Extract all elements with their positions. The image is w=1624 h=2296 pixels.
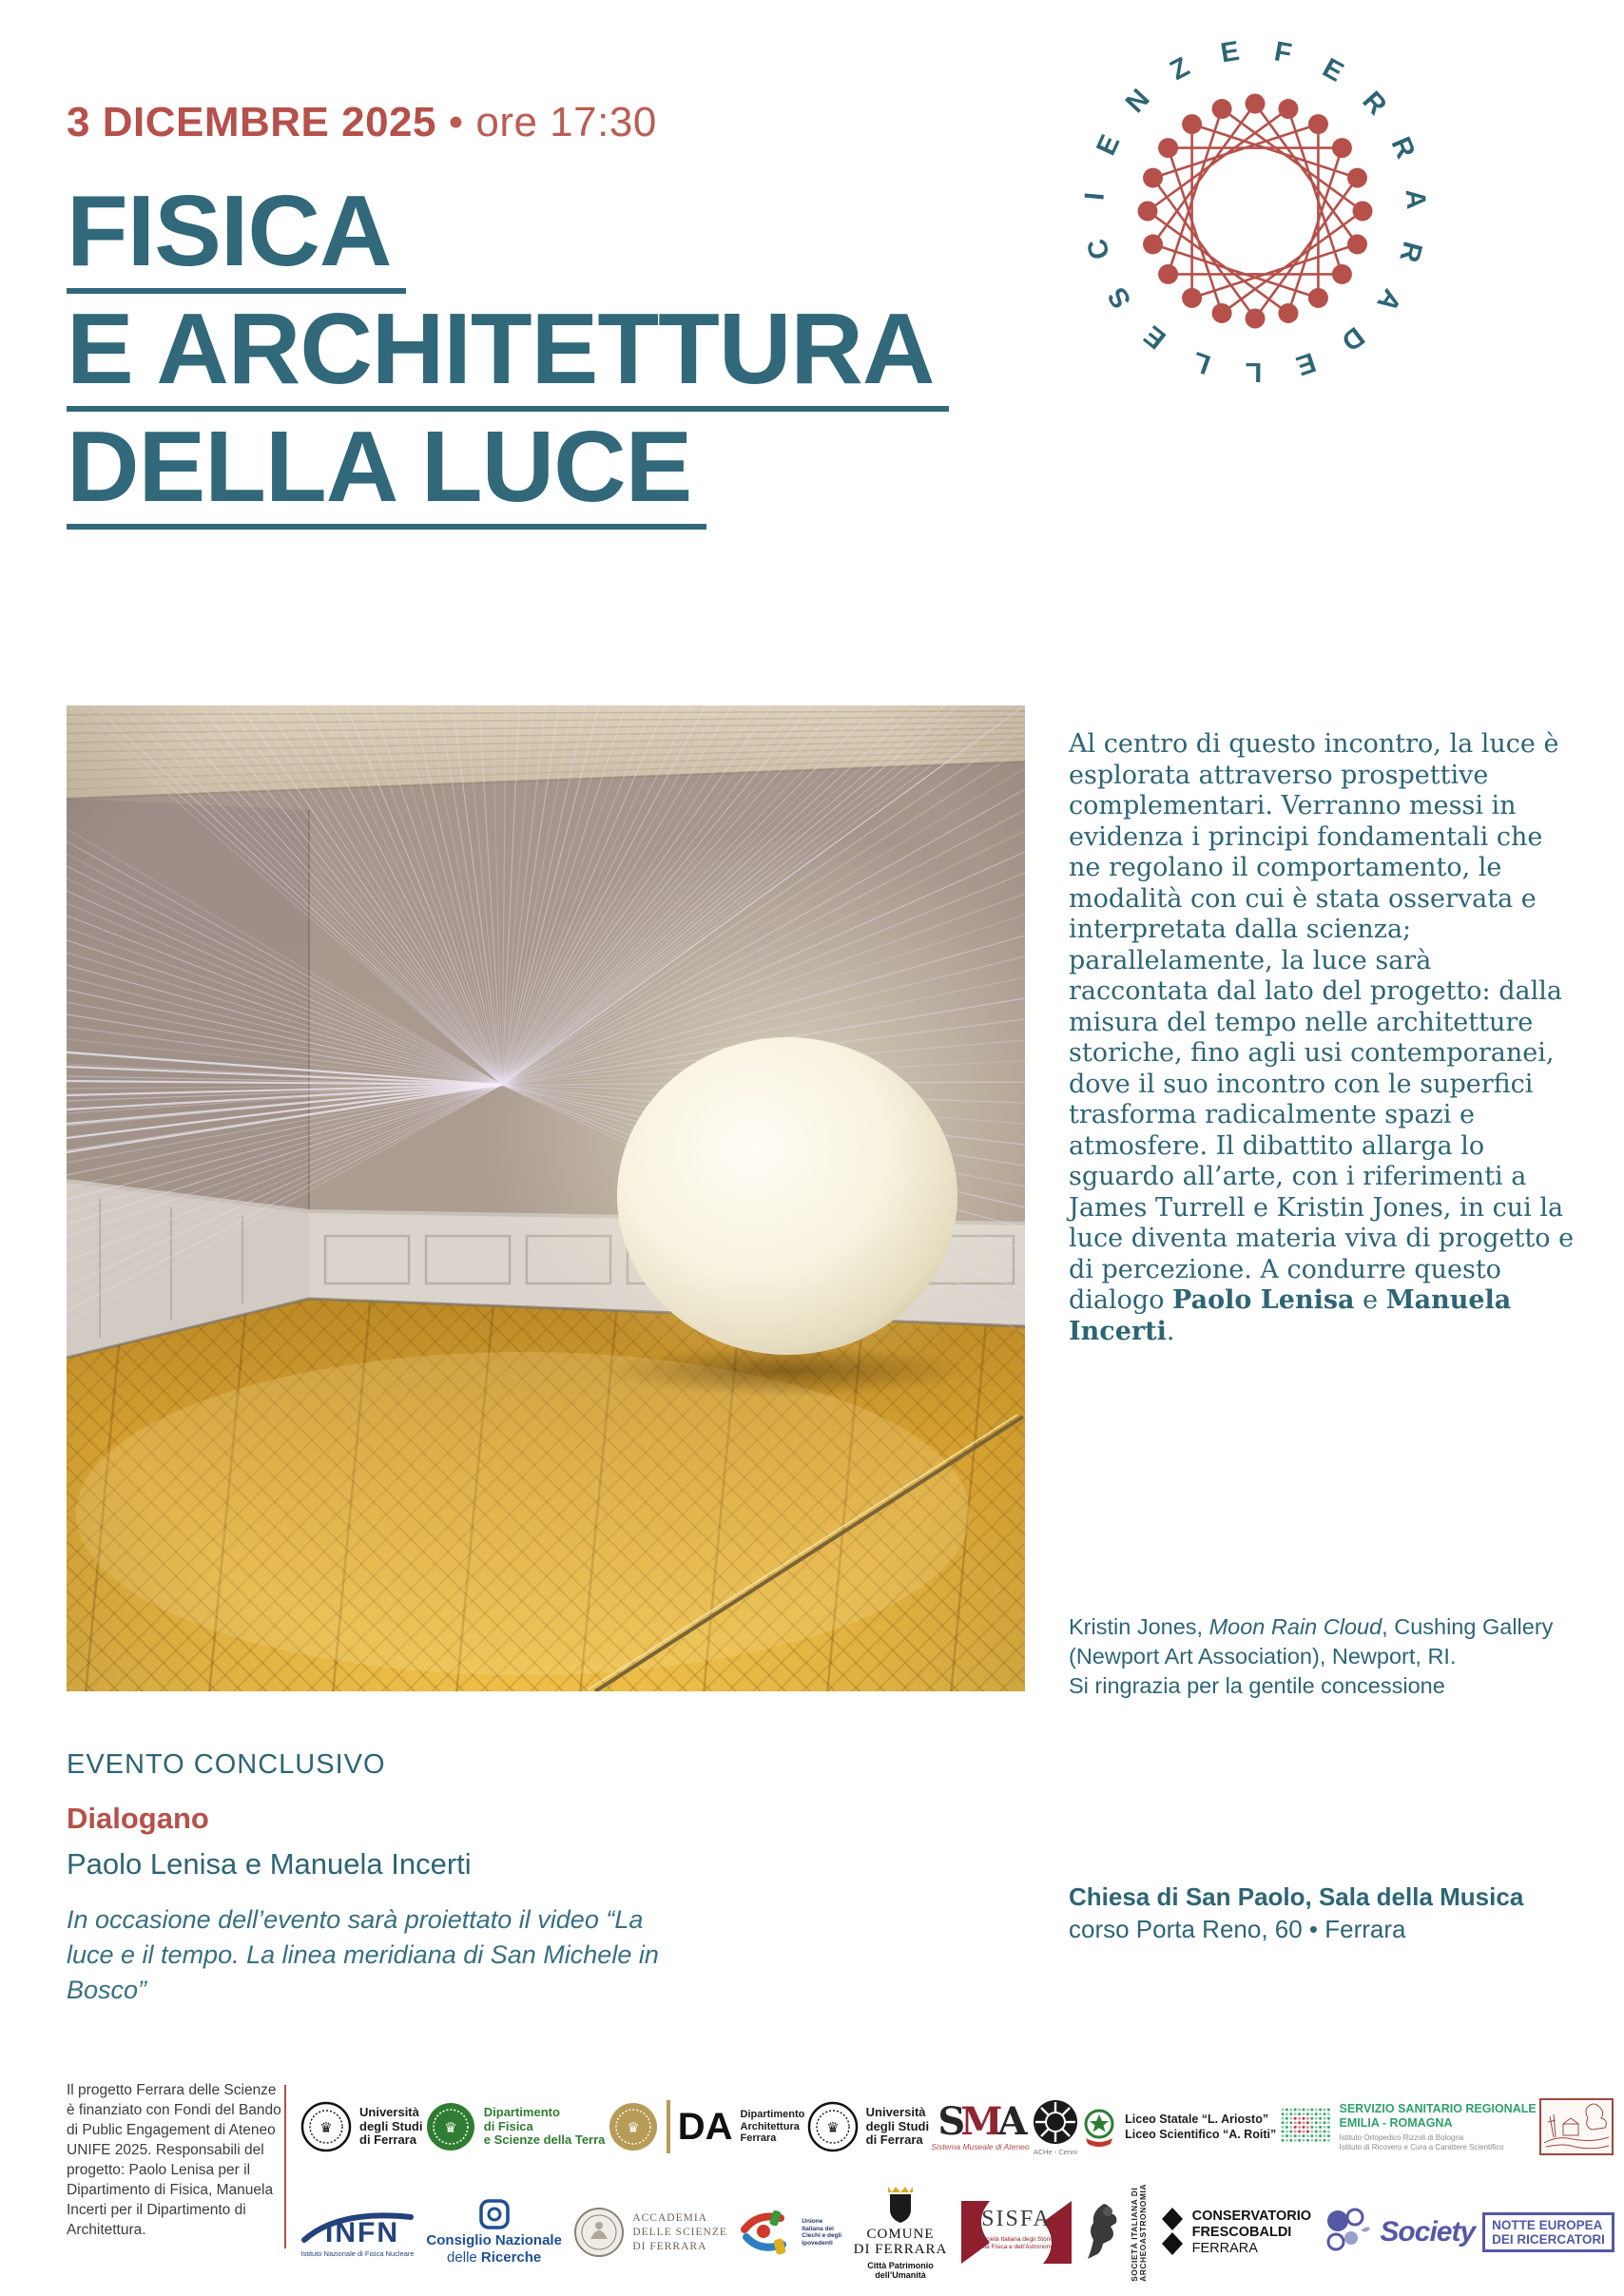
ssr-dots-icon [1279, 2106, 1332, 2148]
svg-text:Società Italiana degli Storici: Società Italiana degli Storici [977, 2236, 1054, 2243]
event-dateline [67, 99, 657, 146]
svg-text:E: E [1292, 346, 1320, 381]
logo-accademia: ACCADEMIA DELLE SCIENZE DI FERRARA [573, 2207, 727, 2258]
logo-society: Society NOTTE EUROPEA DEI RICERCATORI [1323, 2206, 1614, 2259]
svg-text:C: C [1081, 236, 1116, 262]
title-line-3: DELLA LUCE [67, 418, 706, 530]
logo-unife-2: ♛ Università degli Studi di Ferrara [807, 2101, 929, 2152]
da-divider [667, 2100, 670, 2153]
svg-text:♛: ♛ [626, 2120, 640, 2136]
speaker-name-2: Manuela Incerti [1069, 1285, 1512, 1346]
photo-caption: Kristin Jones, Moon Rain Cloud, Cushing Gallery (Newport Art Association), Newport, RI. Si ringrazia per la gentile concessione [1069, 1612, 1582, 1701]
svg-text:E: E [1317, 52, 1349, 88]
event-time: ore 17:30 [475, 99, 657, 145]
unife-seal-icon [300, 2101, 352, 2152]
title-line-2: E ARCHITETTURA [67, 300, 949, 412]
event-speakers: Paolo Lenisa e Manuela Incerti [67, 1847, 472, 1881]
svg-text:L: L [1245, 356, 1263, 388]
artwork-title: Moon Rain Cloud [1208, 1614, 1382, 1639]
svg-text:♛: ♛ [825, 2120, 840, 2136]
event-kicker: EVENTO CONCLUSIVO [67, 1749, 386, 1780]
svg-text:R: R [1393, 238, 1428, 266]
logo-unife: ♛ Università degli Studi di Ferrara [300, 2101, 422, 2152]
intro-paragraph: Al centro di questo incontro, la luce è esplorata attraverso prospettive complementari. Verranno messi in evidenza i principi fondamentali che ne regolano il comportamento, le modalità con cui è stata osservata e interpretata dalla scienza; parallelamente, la luce sarà raccontata dal lato del progetto: dalla misura del tempo nelle architetture storiche, fino agli usi contemporanei, dove il suo incontro con le superfici trasforma radicalmente spazi e atmosfere. Il dibattito allarga lo sguardo all’arte, con i riferimenti a James Turrell e Kristin Jones, in cui la luce diventa materia viva di progetto e di percezione. A condurre questo dialogo Paolo Lenisa e Manuela Incerti. [1069, 729, 1575, 1346]
svg-text:SISFA: SISFA [980, 2207, 1052, 2231]
svg-text:E: E [1091, 130, 1127, 161]
uici-eye-icon [739, 2205, 794, 2260]
speaker-name-1: Paolo Lenisa [1172, 1285, 1355, 1315]
sisfa-mark-icon [959, 2201, 1073, 2264]
etching-logo-icon [1538, 2097, 1614, 2156]
ferrara-delle-scienze-logo-icon [1073, 29, 1439, 395]
poster-title [67, 175, 949, 536]
svg-text:I: I [1079, 191, 1112, 202]
svg-text:E: E [1218, 35, 1242, 69]
logo-uici: Unione Italiana dei Ciechi e degli Ipovedenti [739, 2205, 841, 2260]
intro-text: Al centro di questo incontro, la luce è esplorata attraverso prospettive complementari. Verranno messi in evidenza i principi fondamentali che ne regolano il comportamento, le modalità con cui è stata osservata e interpretata dalla scienza; parallelamente, la luce sarà raccontata dal lato del progetto: dalla misura del tempo nelle architetture storiche, fino agli usi contemporanei, dove il suo incontro con le superfici trasforma radicalmente spazi e atmosfere. Il dibattito allarga lo sguardo all’arte, con i riferimenti a James Turrell e Kristin Jones, in cui la luce diventa materia viva di progetto e di percezione. [1069, 729, 1575, 1284]
intro-lead-in: A condurre questo dialogo [1069, 1254, 1501, 1315]
logo-dip-architettura: ♛ DA Dipartimento Architettura Ferrara [608, 2100, 805, 2153]
logo-cnr: Consiglio Nazionale delle Ricerche [426, 2198, 562, 2267]
svg-text:E: E [1138, 318, 1172, 355]
infn-swoosh-icon [300, 2208, 415, 2246]
artwork-photo [67, 705, 1025, 1691]
comune-crest-icon [884, 2185, 917, 2225]
logo-frescobaldi: CONSERVATORIO FRESCOBALDI FERRARA [1160, 2207, 1311, 2258]
italy-emblem-icon [1081, 2106, 1117, 2148]
svg-text:S: S [1101, 281, 1138, 314]
society-berries-icon [1323, 2206, 1372, 2259]
accademia-seal-icon [573, 2207, 625, 2258]
svg-text:♛: ♛ [319, 2120, 333, 2136]
logo-ache: ACHe - Cenni [1032, 2098, 1079, 2156]
svg-text:L: L [1188, 345, 1215, 380]
svg-text:della Fisica e dell’Astronomia: della Fisica e dell’Astronomia [976, 2244, 1056, 2250]
frescobaldi-diamonds-icon [1160, 2207, 1185, 2258]
footer-divider [284, 2085, 286, 2248]
event-block [67, 1749, 675, 2008]
svg-text:N: N [1119, 83, 1156, 119]
unife-seal-icon [807, 2101, 859, 2152]
svg-text:Z: Z [1165, 51, 1195, 87]
logo-comune-ferrara: COMUNE DI FERRARA Città Patrimonio dell’Umanità [854, 2185, 948, 2280]
footer-credit: Il progetto Ferrara delle Scienze è finanziato con Fondi del Bando di Public Engagement di Ateneo UNIFE 2025. Responsabili del progetto: Paolo Lenisa per il Dipartimento di Fisica, Manuela Incerti per il Dipartimento di Architettura. [67, 2082, 281, 2238]
sia-vertical-text: SOCIETÀ ITALIANA DI ARCHEOASTRONOMIA [1130, 2183, 1149, 2282]
logo-dip-fisica: ♛ Dipartimento di Fisica e Scienze della Terra [425, 2101, 606, 2152]
logo-liceo: Liceo Statale “L. Ariosto” Liceo Scientifico “A. Roiti” [1081, 2106, 1276, 2148]
logo-sma: SMA Sistema Museale di Ateneo [931, 2098, 1030, 2151]
da-seal-icon [608, 2101, 659, 2152]
fisica-seal-icon [425, 2101, 476, 2152]
svg-text:R: R [1384, 132, 1421, 164]
title-line-1: FISICA [67, 183, 406, 294]
event-label: Dialogano [67, 1802, 209, 1835]
logo-sisfa [959, 2201, 1073, 2264]
date-bullet: • [448, 99, 464, 145]
venue-block [1069, 1881, 1582, 1945]
venue-address: corso Porta Reno, 60 • Ferrara [1069, 1915, 1406, 1943]
svg-text:A: A [1399, 187, 1432, 211]
svg-text:A: A [1370, 283, 1407, 318]
footer-logos-row-1 [300, 2078, 1614, 2175]
logo-ssr: SERVIZIO SANITARIO REGIONALE EMILIA - ROMAGNA Istituto Ortopedico Rizzoli di Bologna Istituto di Ricovero e Cura a Carattere Scientifico [1279, 2102, 1537, 2152]
svg-text:F: F [1271, 36, 1294, 69]
logo-infn: INFN Istituto Nazionale di Fisica Nucleare [300, 2208, 415, 2258]
da-mark: DA [677, 2106, 733, 2148]
svg-text:♛: ♛ [444, 2120, 457, 2136]
footer-logos-row-2 [300, 2179, 1614, 2286]
caption-thanks: Si ringrazia per la gentile concessione [1069, 1673, 1445, 1698]
event-note: In occasione dell’evento sarà proiettato il video “La luce e il tempo. La linea meridiana di San Michele in Bosco” [67, 1905, 659, 2004]
svg-text:D: D [1335, 320, 1370, 357]
sia-statue-icon [1085, 2202, 1123, 2263]
svg-text:INFN: INFN [325, 2216, 399, 2246]
svg-text:R: R [1356, 86, 1393, 122]
ache-rosette-icon [1032, 2098, 1079, 2146]
cnr-mark-icon [478, 2198, 511, 2230]
logo-archeoastronomia [1085, 2184, 1148, 2282]
event-date: 3 DICEMBRE 2025 [67, 99, 436, 145]
venue-name: Chiesa di San Paolo, Sala della Musica [1069, 1882, 1524, 1911]
